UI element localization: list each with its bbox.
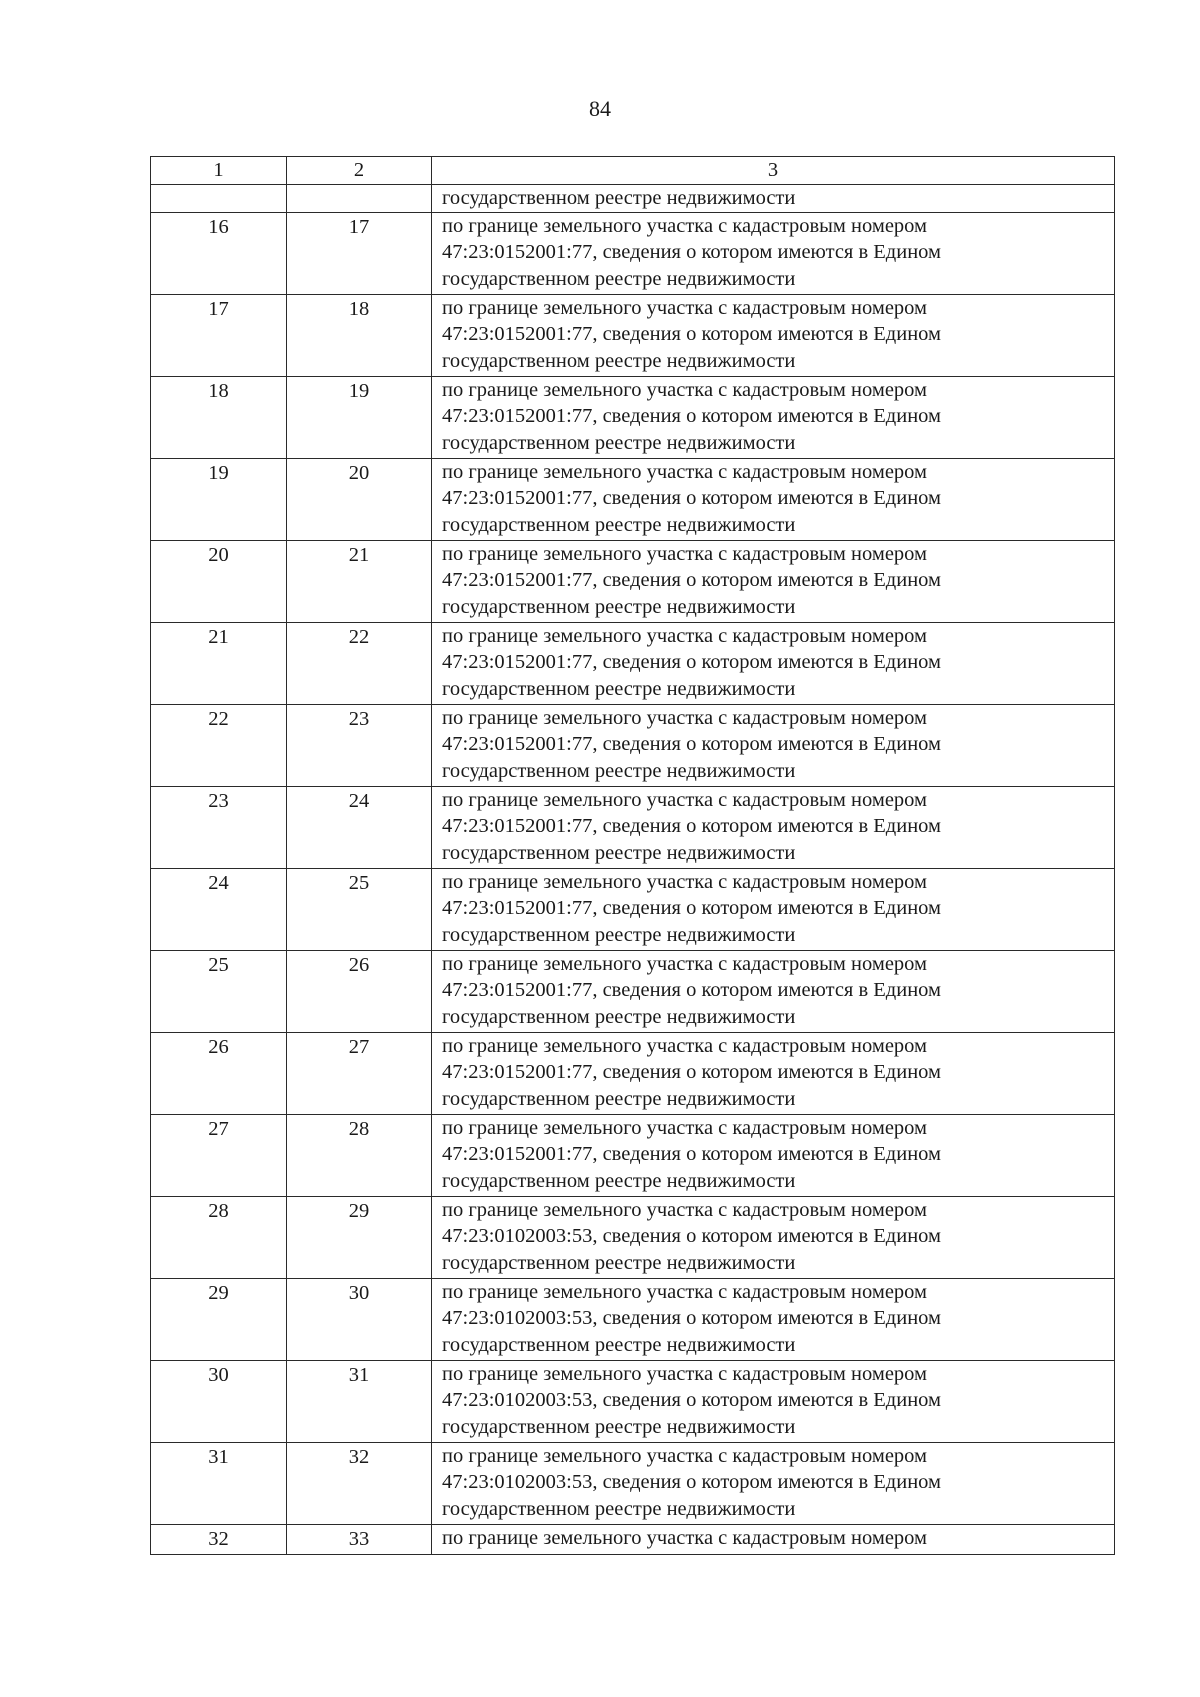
description-cell: по границе земельного участка с кадастровым номером 47:23:0152001:77, сведения о котором имеются в Едином государственном реестре недвижимости bbox=[432, 786, 1115, 868]
table-row bbox=[151, 1278, 1115, 1360]
description-cell: по границе земельного участка с кадастровым номером 47:23:0152001:77, сведения о котором имеются в Едином государственном реестре недвижимости bbox=[432, 1032, 1115, 1114]
description-cell: по границе земельного участка с кадастровым номером 47:23:0152001:77, сведения о котором имеются в Едином государственном реестре недвижимости bbox=[432, 540, 1115, 622]
description-cell: по границе земельного участка с кадастровым номером 47:23:0152001:77, сведения о котором имеются в Едином государственном реестре недвижимости bbox=[432, 704, 1115, 786]
description-cell: по границе земельного участка с кадастровым номером 47:23:0152001:77, сведения о котором имеются в Едином государственном реестре недвижимости bbox=[432, 212, 1115, 294]
table-row bbox=[151, 1196, 1115, 1278]
to-point-cell bbox=[287, 184, 432, 212]
description-cell: по границе земельного участка с кадастровым номером 47:23:0102003:53, сведения о котором имеются в Едином государственном реестре недвижимости bbox=[432, 1442, 1115, 1524]
description-cell: государственном реестре недвижимости bbox=[432, 184, 1115, 212]
to-point-cell: 19 bbox=[287, 376, 432, 458]
table-row bbox=[151, 1442, 1115, 1524]
column-header-3: 3 bbox=[432, 157, 1115, 185]
table-row bbox=[151, 376, 1115, 458]
from-point-cell: 31 bbox=[151, 1442, 287, 1524]
from-point-cell: 27 bbox=[151, 1114, 287, 1196]
from-point-cell: 32 bbox=[151, 1524, 287, 1554]
to-point-cell: 22 bbox=[287, 622, 432, 704]
from-point-cell: 21 bbox=[151, 622, 287, 704]
to-point-cell: 31 bbox=[287, 1360, 432, 1442]
from-point-cell: 25 bbox=[151, 950, 287, 1032]
table-body bbox=[151, 157, 1115, 1555]
to-point-cell: 27 bbox=[287, 1032, 432, 1114]
column-header-2: 2 bbox=[287, 157, 432, 185]
table-row bbox=[151, 212, 1115, 294]
description-cell: по границе земельного участка с кадастровым номером 47:23:0102003:53, сведения о котором имеются в Едином государственном реестре недвижимости bbox=[432, 1278, 1115, 1360]
from-point-cell: 23 bbox=[151, 786, 287, 868]
to-point-cell: 23 bbox=[287, 704, 432, 786]
table-row bbox=[151, 950, 1115, 1032]
from-point-cell: 24 bbox=[151, 868, 287, 950]
boundary-table bbox=[150, 156, 1115, 1555]
table-row bbox=[151, 868, 1115, 950]
to-point-cell: 33 bbox=[287, 1524, 432, 1554]
description-cell: по границе земельного участка с кадастровым номером 47:23:0152001:77, сведения о котором имеются в Едином государственном реестре недвижимости bbox=[432, 868, 1115, 950]
table-row bbox=[151, 294, 1115, 376]
description-cell: по границе земельного участка с кадастровым номером 47:23:0152001:77, сведения о котором имеются в Едином государственном реестре недвижимости bbox=[432, 950, 1115, 1032]
to-point-cell: 26 bbox=[287, 950, 432, 1032]
to-point-cell: 17 bbox=[287, 212, 432, 294]
description-cell: по границе земельного участка с кадастровым номером 47:23:0152001:77, сведения о котором имеются в Едином государственном реестре недвижимости bbox=[432, 1114, 1115, 1196]
description-cell: по границе земельного участка с кадастровым номером 47:23:0102003:53, сведения о котором имеются в Едином государственном реестре недвижимости bbox=[432, 1360, 1115, 1442]
to-point-cell: 21 bbox=[287, 540, 432, 622]
table-row bbox=[151, 1360, 1115, 1442]
to-point-cell: 29 bbox=[287, 1196, 432, 1278]
to-point-cell: 25 bbox=[287, 868, 432, 950]
from-point-cell bbox=[151, 184, 287, 212]
from-point-cell: 26 bbox=[151, 1032, 287, 1114]
table-row bbox=[151, 704, 1115, 786]
table-row bbox=[151, 622, 1115, 704]
from-point-cell: 16 bbox=[151, 212, 287, 294]
to-point-cell: 20 bbox=[287, 458, 432, 540]
table-row bbox=[151, 786, 1115, 868]
table-row bbox=[151, 458, 1115, 540]
from-point-cell: 18 bbox=[151, 376, 287, 458]
to-point-cell: 28 bbox=[287, 1114, 432, 1196]
table-row bbox=[151, 540, 1115, 622]
from-point-cell: 29 bbox=[151, 1278, 287, 1360]
column-header-1: 1 bbox=[151, 157, 287, 185]
from-point-cell: 17 bbox=[151, 294, 287, 376]
description-cell: по границе земельного участка с кадастровым номером 47:23:0152001:77, сведения о котором имеются в Едином государственном реестре недвижимости bbox=[432, 376, 1115, 458]
table-row bbox=[151, 1032, 1115, 1114]
from-point-cell: 20 bbox=[151, 540, 287, 622]
to-point-cell: 24 bbox=[287, 786, 432, 868]
from-point-cell: 19 bbox=[151, 458, 287, 540]
to-point-cell: 18 bbox=[287, 294, 432, 376]
from-point-cell: 28 bbox=[151, 1196, 287, 1278]
table-row bbox=[151, 1114, 1115, 1196]
table-header-row bbox=[151, 157, 1115, 185]
from-point-cell: 30 bbox=[151, 1360, 287, 1442]
description-cell: по границе земельного участка с кадастровым номером 47:23:0102003:53, сведения о котором имеются в Едином государственном реестре недвижимости bbox=[432, 1196, 1115, 1278]
to-point-cell: 32 bbox=[287, 1442, 432, 1524]
from-point-cell: 22 bbox=[151, 704, 287, 786]
description-cell: по границе земельного участка с кадастровым номером 47:23:0152001:77, сведения о котором имеются в Едином государственном реестре недвижимости bbox=[432, 622, 1115, 704]
description-cell: по границе земельного участка с кадастровым номером 47:23:0152001:77, сведения о котором имеются в Едином государственном реестре недвижимости bbox=[432, 458, 1115, 540]
to-point-cell: 30 bbox=[287, 1278, 432, 1360]
description-cell: по границе земельного участка с кадастровым номером bbox=[432, 1524, 1115, 1554]
table-continuation-row bbox=[151, 184, 1115, 212]
table-row bbox=[151, 1524, 1115, 1554]
page-number: 84 bbox=[589, 96, 611, 121]
description-cell: по границе земельного участка с кадастровым номером 47:23:0152001:77, сведения о котором имеются в Едином государственном реестре недвижимости bbox=[432, 294, 1115, 376]
